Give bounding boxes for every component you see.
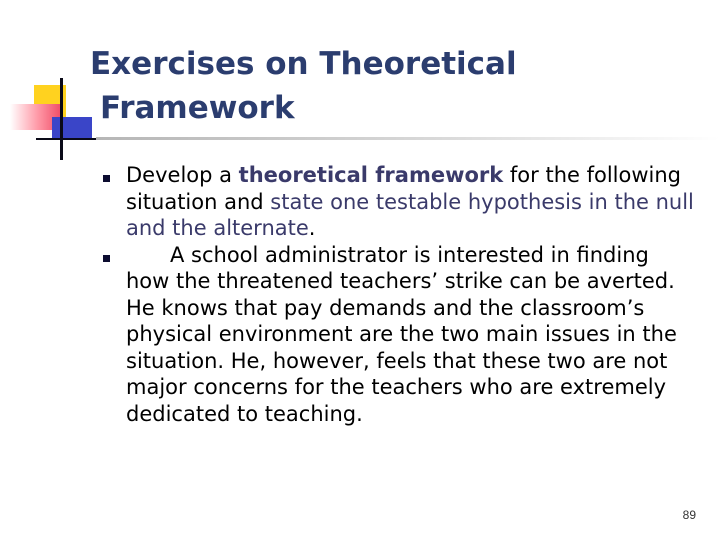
decorative-vertical-line [60,78,63,160]
bullet-text-highlight: state one testable hypothesis in the null and the alternate [126,189,694,240]
page-number: 89 [682,508,696,522]
slide-title-line-2: Framework [100,90,295,126]
square-bullet-icon [103,255,110,262]
slide-title [90,42,517,130]
bullet-text [126,162,698,242]
bullet-text [126,242,698,428]
decorative-blue-square [52,117,92,139]
bullet-list [0,162,720,427]
bullet-item-scenario [0,242,720,428]
scenario-text: A school administrator is interested in finding how the threatened teachers’ strike can be averted. He knows that pay demands and the classroom’s physical environment are the two main issues in the situation. He, however, feels that these two are not major concerns for the teachers who are extremely dedicated to teaching. [126,242,677,426]
square-bullet-icon [103,175,110,182]
bullet-text-pre: Develop a [126,163,239,187]
bullet-text-mid: for the following situation and [126,163,682,214]
title-underline [96,137,720,140]
slide-title-line-1: Exercises on Theoretical [90,46,517,82]
decorative-horizontal-line [36,138,96,140]
bullet-text-post: . [308,216,316,240]
bullet-item-instruction [0,162,720,242]
bullet-text-emphasis: theoretical framework [238,163,504,187]
